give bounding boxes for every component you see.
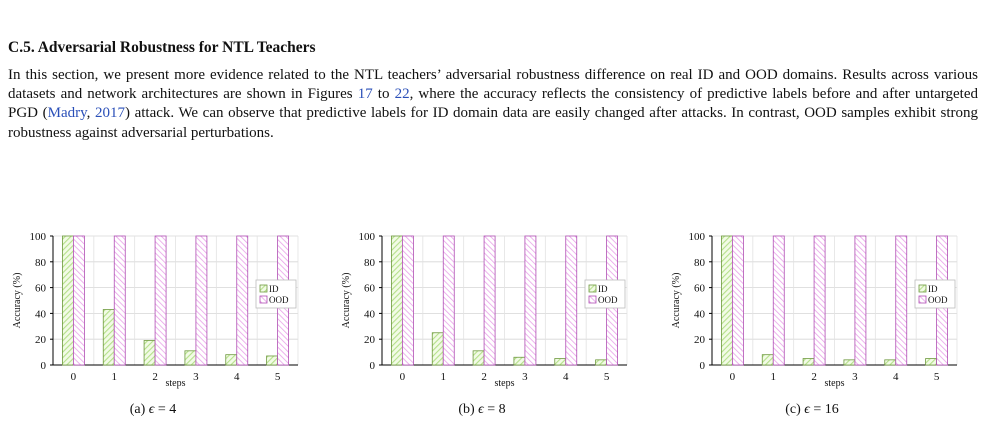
legend-swatch-id <box>919 285 926 292</box>
y-tick-label: 20 <box>364 334 375 347</box>
y-tick-label: 0 <box>699 360 705 372</box>
bar-ood <box>896 236 907 365</box>
x-tick-label: 0 <box>399 371 406 383</box>
caption-value: = 8 <box>483 402 506 417</box>
citation-year-link[interactable]: 2017 <box>94 105 125 122</box>
y-tick-label: 100 <box>358 231 375 243</box>
y-tick-label: 20 <box>35 334 46 347</box>
y-tick-label: 0 <box>40 360 46 372</box>
bar-chart-b <box>337 225 627 400</box>
x-tick-label: 0 <box>70 371 77 383</box>
x-tick-label: 0 <box>729 371 736 383</box>
x-tick-label: 5 <box>274 371 281 383</box>
caption-value: = 16 <box>809 402 839 417</box>
x-tick-label: 4 <box>234 371 240 383</box>
legend-label-ood: OOD <box>928 295 948 305</box>
para-text-3: , where the accuracy reflects the consistency of predictive labels before and after untargeted PGD ( <box>8 86 978 122</box>
figure-b-caption <box>337 402 627 418</box>
bar-ood <box>566 236 577 365</box>
bar-ood <box>237 236 248 365</box>
legend-swatch-ood <box>260 296 267 303</box>
legend-label-ood: OOD <box>269 295 289 305</box>
bar-id <box>596 360 607 365</box>
bar-chart-a <box>8 225 298 400</box>
bar-id <box>391 236 402 365</box>
section-heading: C.5. Adversarial Robustness for NTL Teachers <box>8 39 316 56</box>
bar-id <box>432 333 443 365</box>
bar-id <box>885 360 896 365</box>
x-axis-label: steps <box>165 378 186 389</box>
bar-ood <box>196 236 207 365</box>
bar-ood <box>73 236 84 365</box>
y-tick-label: 100 <box>29 231 46 243</box>
figure-c-caption <box>667 402 957 418</box>
caption-label: (b) <box>458 402 475 417</box>
y-axis-label: Accuracy (%) <box>671 272 682 329</box>
figure-a-caption <box>8 402 298 418</box>
epsilon-symbol: ϵ <box>478 402 484 417</box>
bar-ood <box>814 236 825 365</box>
legend <box>915 280 955 308</box>
legend-label-id: ID <box>269 284 279 294</box>
bar-ood <box>402 236 413 365</box>
para-text-5: ) attack. We can observe that predictive labels for ID domain data are easily changed after attacks. In contrast, OOD samples exhibit strong robustness against adversarial perturbations. <box>8 105 978 141</box>
y-tick-label: 80 <box>35 256 46 269</box>
y-tick-label: 0 <box>369 360 375 372</box>
bar-id <box>844 360 855 365</box>
bar-id <box>473 351 484 365</box>
bar-ood <box>443 236 454 365</box>
y-tick-label: 60 <box>694 282 705 295</box>
caption-label: (c) <box>785 402 801 417</box>
y-tick-label: 40 <box>364 308 375 321</box>
bar-chart-c <box>667 225 957 400</box>
legend-label-id: ID <box>928 284 938 294</box>
legend-swatch-ood <box>919 296 926 303</box>
bar-ood <box>855 236 866 365</box>
bar-ood <box>114 236 125 365</box>
y-tick-label: 100 <box>688 231 705 243</box>
x-tick-label: 4 <box>893 371 899 383</box>
y-tick-label: 40 <box>694 308 705 321</box>
bar-id <box>762 355 773 365</box>
bar-ood <box>484 236 495 365</box>
x-tick-label: 2 <box>811 371 817 383</box>
section-paragraph <box>8 66 978 143</box>
para-text-4: , <box>86 105 95 122</box>
epsilon-symbol: ϵ <box>148 402 155 417</box>
x-tick-label: 2 <box>481 371 487 383</box>
x-tick-label: 3 <box>193 371 199 383</box>
bar-id <box>514 357 525 365</box>
legend <box>256 280 296 308</box>
bar-id <box>144 340 155 365</box>
bar-id <box>803 359 814 365</box>
x-tick-label: 1 <box>440 371 446 383</box>
citation-author-link[interactable]: Madry <box>47 105 87 122</box>
x-tick-label: 5 <box>603 371 610 383</box>
bar-id <box>926 359 937 365</box>
x-tick-label: 1 <box>770 371 776 383</box>
y-axis-label: Accuracy (%) <box>341 272 352 329</box>
figure-ref-22-link[interactable]: 22 <box>394 86 410 103</box>
figure-ref-17-link[interactable]: 17 <box>357 86 373 103</box>
y-tick-label: 20 <box>694 334 705 347</box>
legend <box>585 280 625 308</box>
x-tick-label: 1 <box>111 371 117 383</box>
figure-c <box>667 225 957 420</box>
bar-id <box>721 236 732 365</box>
x-tick-label: 4 <box>563 371 569 383</box>
bar-id <box>267 356 278 365</box>
y-tick-label: 80 <box>694 256 705 269</box>
x-tick-label: 3 <box>852 371 858 383</box>
bar-ood <box>732 236 743 365</box>
y-tick-label: 60 <box>364 282 375 295</box>
epsilon-symbol: ϵ <box>804 402 810 417</box>
y-tick-label: 60 <box>35 282 46 295</box>
figure-b <box>337 225 627 420</box>
figure-a <box>8 225 298 420</box>
legend-label-ood: OOD <box>598 295 618 305</box>
caption-label: (a) <box>129 402 146 417</box>
bar-ood <box>525 236 536 365</box>
bar-id <box>103 310 114 365</box>
bar-id <box>226 355 237 365</box>
para-text-2: to <box>372 86 395 103</box>
para-text-1: In this section, we present more evidence related to the NTL teachers’ adversarial robustness difference on real ID and OOD domains. Results across various datasets and network architectures are shown in Figures <box>8 67 978 103</box>
x-tick-label: 2 <box>152 371 158 383</box>
legend-swatch-id <box>260 285 267 292</box>
bar-ood <box>155 236 166 365</box>
x-axis-label: steps <box>494 378 515 389</box>
x-axis-label: steps <box>824 378 845 389</box>
bar-id <box>185 351 196 365</box>
y-axis-label: Accuracy (%) <box>12 272 23 329</box>
legend-label-id: ID <box>598 284 608 294</box>
legend-swatch-id <box>589 285 596 292</box>
bar-id <box>62 236 73 365</box>
x-tick-label: 3 <box>522 371 528 383</box>
caption-value: = 4 <box>154 402 177 417</box>
legend-swatch-ood <box>589 296 596 303</box>
bar-ood <box>773 236 784 365</box>
bar-id <box>555 359 566 365</box>
y-tick-label: 80 <box>364 256 375 269</box>
y-tick-label: 40 <box>35 308 46 321</box>
x-tick-label: 5 <box>933 371 940 383</box>
